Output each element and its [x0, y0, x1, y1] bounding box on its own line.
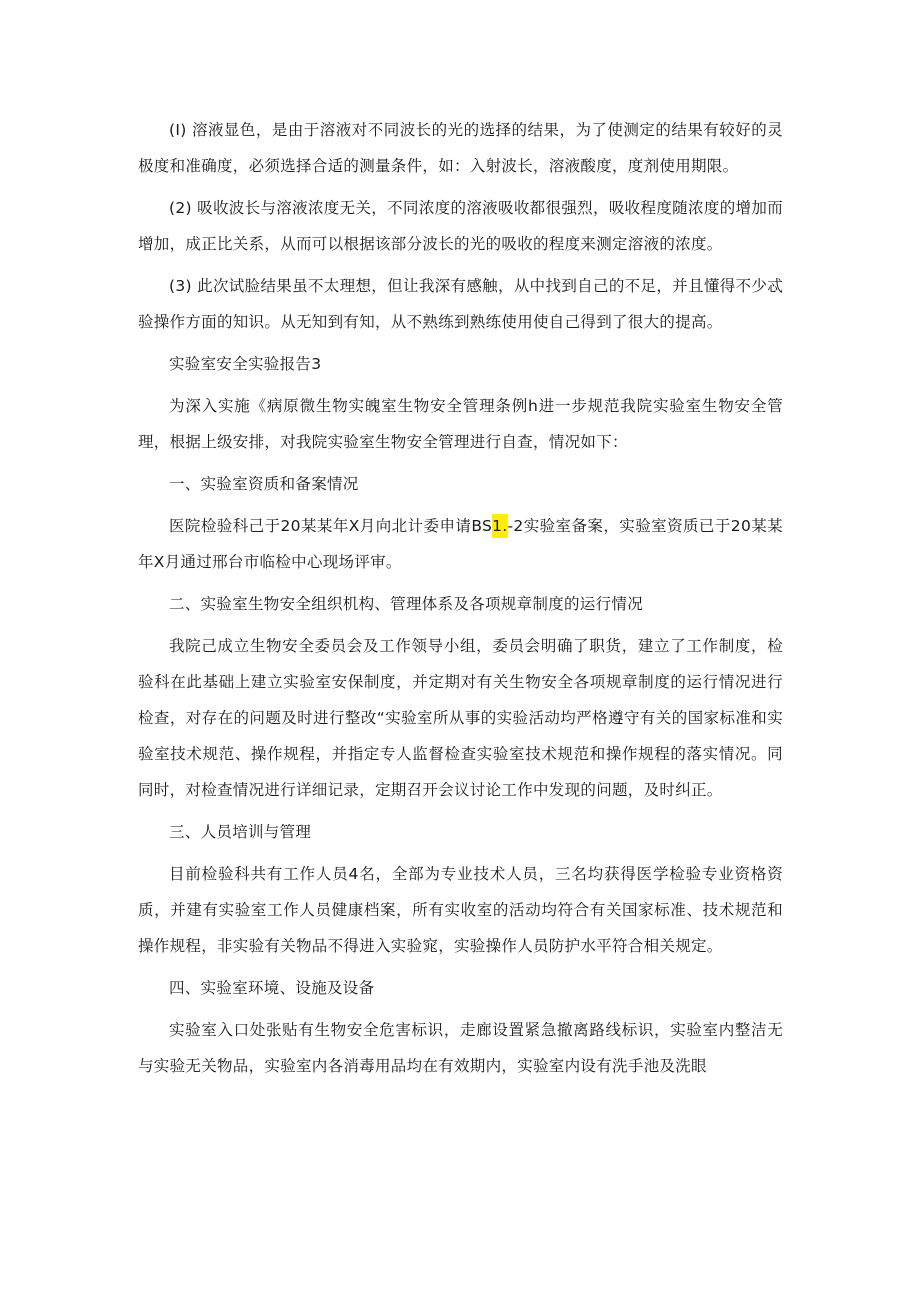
highlighted-text: 1.	[492, 514, 507, 538]
paragraph-1: (I) 溶液显色，是由于溶液对不同波长的光的选择的结果，为了使测定的结果有较好的灵极度和准确度，必须选择合适的测量条件，如：入射波长，溶液酸度，度剂使用期限。	[138, 121, 783, 175]
paragraph-intro: 为深入实施《病原微生物实魄室生物安全管理条例h进一步规范我院实验室生物安全管理，根据上级安排，对我院实验室生物安全管理进行自查，情况如下：	[138, 397, 783, 451]
section-heading-2: 二、实验室生物安全组织机构、管理体系及各项规章制度的运行情况	[169, 595, 644, 613]
paragraph-environment: 实验室入口处张贴有生物安全危害标识，走廊设置紧急撤离路线标识，实验室内整洁无与实验无关物品，实验室内各消毒用品均在有效期内，实验室内设有洗手池及洗眼	[138, 1021, 783, 1075]
paragraph-2: (2) 吸收波长与溶液浓度无关，不同浓度的溶液吸收都很强烈，吸收程度随浓度的增加而增加，成正比关系，从而可以根据该部分波长的光的吸收的程度来测定溶液的浓度。	[138, 199, 783, 253]
paragraph-qualification-part-2: -2实验室备案，实验室资质已于20某某年X月通过邢台市临检中心现场评审。	[138, 517, 783, 571]
section-heading-4: 四、实验室环境、设施及设备	[169, 979, 375, 997]
paragraph-qualification-part-1: 医院检验科己于20某某年X月向北计委申请BS	[169, 517, 493, 535]
paragraph-personnel: 目前检验科共有工作人员4名，全部为专业技术人员，三名均获得医学检验专业资格资质，并建有实验室工作人员健康档案，所有实收室的活动均符合有关国家标准、技术规范和操作规程，非实验有关物品不得进入实验窕，实验操作人员防护水平符合相关规定。	[138, 865, 783, 955]
report-title: 实验室安全实验报告3	[169, 355, 322, 373]
paragraph-organization: 我院己成立生物安全委员会及工作领导小组，委员会明确了职货，建立了工作制度，检验科在此基础上建立实验室安保制度，并定期对有关生物安全各项规章制度的运行情况进行检查，对存在的问题及时进行整改“实验室所从事的实验活动均严格遵守有关的国家标准和实验室技术规范、操作规程，并指定专人监督检查实验室技术规范和操作规程的落实情况。同同时，对检查情况进行详细记录，定期召开会议讨论工作中发现的问题，及时纠正。	[138, 637, 783, 799]
document-body	[138, 112, 783, 1090]
paragraph-qualification	[138, 508, 783, 580]
section-heading-1: 一、实验室资质和备案情况	[169, 475, 359, 493]
section-heading-3: 三、人员培训与管理	[169, 823, 312, 841]
paragraph-3: (3) 此次试脸结果虽不太理想，但让我深有感触，从中找到自己的不足，并且懂得不少忒验操作方面的知识。从无知到有知，从不熟练到熟练使用使自己得到了很大的提高。	[138, 277, 783, 331]
